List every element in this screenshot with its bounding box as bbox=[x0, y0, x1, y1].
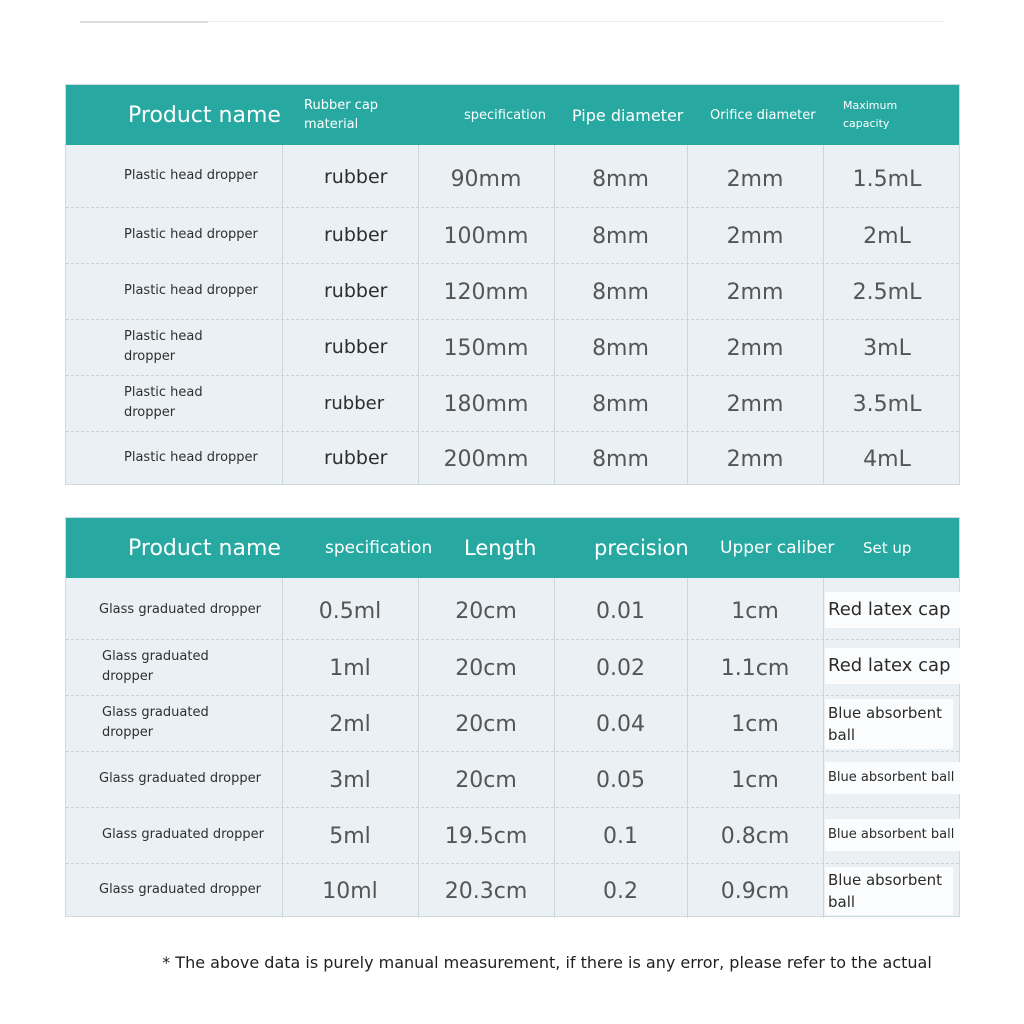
row6-capacity: 4mL bbox=[863, 446, 911, 472]
row4-spec: 150mm bbox=[443, 335, 529, 361]
row4-product: Glass graduated dropper bbox=[99, 771, 261, 786]
row4-precision: 0.05 bbox=[596, 767, 645, 793]
top-divider-accent bbox=[80, 21, 208, 23]
row5-setup: Blue absorbent ball bbox=[825, 819, 960, 851]
row3-caliber: 1cm bbox=[731, 711, 779, 737]
header-pipe-diameter: Pipe diameter bbox=[572, 105, 684, 125]
row1-caliber: 1cm bbox=[731, 598, 779, 624]
row1-length: 20cm bbox=[455, 598, 517, 624]
row3-precision: 0.04 bbox=[596, 711, 645, 737]
row6-spec: 10ml bbox=[322, 878, 378, 904]
row4-orifice: 2mm bbox=[726, 335, 784, 361]
plastic-dropper-table bbox=[65, 84, 960, 485]
row2-setup: Red latex cap bbox=[825, 648, 960, 684]
row2-orifice: 2mm bbox=[726, 223, 784, 249]
row1-product: Plastic head dropper bbox=[124, 168, 258, 183]
row6-length: 20.3cm bbox=[444, 878, 528, 904]
row3-material: rubber bbox=[324, 280, 388, 302]
header-upper-caliber: Upper caliber bbox=[720, 538, 835, 558]
row6-pipe: 8mm bbox=[592, 446, 649, 472]
row5-spec: 180mm bbox=[443, 391, 529, 417]
row2-caliber: 1.1cm bbox=[720, 655, 790, 681]
row3-orifice: 2mm bbox=[726, 279, 784, 305]
row5-product: Plastic head dropper bbox=[124, 385, 203, 420]
row3-length: 20cm bbox=[455, 711, 517, 737]
header-product-name: Product name bbox=[128, 102, 281, 128]
row4-capacity: 3mL bbox=[863, 335, 911, 361]
row1-setup: Red latex cap bbox=[825, 592, 960, 628]
row1-orifice: 2mm bbox=[726, 166, 784, 192]
row4-length: 20cm bbox=[455, 767, 517, 793]
row3-product: Glass graduated dropper bbox=[102, 705, 209, 740]
row6-product: Glass graduated dropper bbox=[99, 882, 261, 897]
header-rubber-cap-material: Rubber cap material bbox=[304, 98, 379, 132]
table-header bbox=[66, 85, 959, 145]
top-divider bbox=[80, 21, 944, 22]
row5-product: Glass graduated dropper bbox=[102, 827, 264, 842]
footnote: * The above data is purely manual measurement, if there is any error, please refer to the actual bbox=[162, 953, 932, 972]
row6-orifice: 2mm bbox=[726, 446, 784, 472]
header-orifice-diameter: Orifice diameter bbox=[710, 107, 816, 123]
row6-precision: 0.2 bbox=[603, 878, 638, 904]
glass-dropper-table bbox=[65, 517, 960, 917]
row4-caliber: 1cm bbox=[731, 767, 779, 793]
row4-spec: 3ml bbox=[329, 767, 371, 793]
row5-length: 19.5cm bbox=[444, 823, 528, 849]
row1-product: Glass graduated dropper bbox=[99, 602, 261, 617]
row2-pipe: 8mm bbox=[592, 223, 649, 249]
row5-capacity: 3.5mL bbox=[852, 391, 922, 417]
row6-caliber: 0.9cm bbox=[720, 878, 790, 904]
row1-precision: 0.01 bbox=[596, 598, 645, 624]
row5-caliber: 0.8cm bbox=[720, 823, 790, 849]
row3-spec: 120mm bbox=[443, 279, 529, 305]
row1-spec: 0.5ml bbox=[318, 598, 382, 624]
row3-spec: 2ml bbox=[329, 711, 371, 737]
row1-pipe: 8mm bbox=[592, 166, 649, 192]
row5-orifice: 2mm bbox=[726, 391, 784, 417]
row4-pipe: 8mm bbox=[592, 335, 649, 361]
row6-setup: Blue absorbent ball bbox=[825, 867, 953, 915]
row2-product: Plastic head dropper bbox=[124, 227, 258, 242]
header-specification: specification bbox=[325, 538, 433, 558]
row2-material: rubber bbox=[324, 224, 388, 246]
header-length: Length bbox=[464, 536, 537, 560]
header-product-name: Product name bbox=[128, 535, 281, 561]
row3-pipe: 8mm bbox=[592, 279, 649, 305]
row5-pipe: 8mm bbox=[592, 391, 649, 417]
row2-product: Glass graduated dropper bbox=[102, 649, 209, 684]
row3-setup: Blue absorbent ball bbox=[825, 699, 953, 749]
header-set-up: Set up bbox=[863, 539, 912, 557]
table-header bbox=[66, 518, 959, 578]
row4-material: rubber bbox=[324, 336, 388, 358]
row4-product: Plastic head dropper bbox=[124, 329, 203, 364]
row5-spec: 5ml bbox=[329, 823, 371, 849]
row2-precision: 0.02 bbox=[596, 655, 645, 681]
row1-spec: 90mm bbox=[450, 166, 522, 192]
header-precision: precision bbox=[594, 536, 689, 560]
row6-spec: 200mm bbox=[443, 446, 529, 472]
row4-setup: Blue absorbent ball bbox=[825, 762, 960, 794]
row3-product: Plastic head dropper bbox=[124, 283, 258, 298]
row1-material: rubber bbox=[324, 166, 388, 188]
row6-material: rubber bbox=[324, 447, 388, 469]
row2-spec: 1ml bbox=[329, 655, 371, 681]
row6-product: Plastic head dropper bbox=[124, 450, 258, 465]
row3-capacity: 2.5mL bbox=[852, 279, 922, 305]
row5-material: rubber bbox=[324, 392, 385, 414]
row5-precision: 0.1 bbox=[603, 823, 638, 849]
row2-length: 20cm bbox=[455, 655, 517, 681]
header-maximum-capacity: Maximum capacity bbox=[843, 99, 898, 130]
row2-spec: 100mm bbox=[443, 223, 529, 249]
row1-capacity: 1.5mL bbox=[852, 166, 922, 192]
row2-capacity: 2mL bbox=[863, 223, 911, 249]
header-specification: specification bbox=[464, 107, 546, 123]
